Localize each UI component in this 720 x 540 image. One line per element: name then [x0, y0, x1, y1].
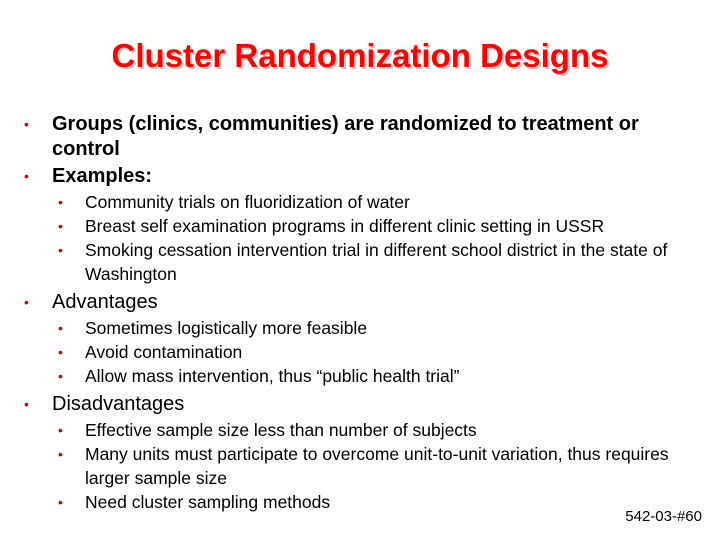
sub-bullet-text: Avoid contamination — [85, 342, 243, 362]
bullet-text: Groups (clinics, communities) are randomized to treatment or control — [52, 113, 639, 160]
sub-bullet-icon: • — [58, 446, 63, 462]
sub-bullet-icon: • — [58, 494, 63, 510]
sub-bullet-text: Breast self examination programs in different clinic setting in USSR — [85, 216, 605, 236]
sub-bullet — [58, 316, 702, 340]
slide-title: Cluster Randomization Designs — [111, 37, 609, 74]
bullet-disadvantages — [22, 392, 702, 417]
sub-bullet — [58, 340, 702, 364]
bullet-examples — [22, 164, 702, 189]
bullet-advantages — [22, 290, 702, 315]
sub-bullet-icon: • — [58, 368, 63, 384]
sub-bullet — [58, 442, 702, 490]
sub-bullet-text: Community trials on fluoridization of water — [85, 192, 410, 212]
bullet-groups — [22, 112, 702, 162]
disadvantages-sublist — [58, 418, 702, 514]
sub-bullet-icon: • — [58, 320, 63, 336]
sub-bullet-text: Sometimes logistically more feasible — [85, 318, 368, 338]
bullet-text: Disadvantages — [52, 393, 185, 415]
sub-bullet-text: Need cluster sampling methods — [85, 492, 331, 512]
sub-bullet — [58, 418, 702, 442]
bullet-text: Examples: — [52, 165, 153, 187]
bullet-text: Advantages — [52, 291, 158, 313]
sub-bullet — [58, 364, 702, 388]
sub-bullet-text: Many units must participate to overcome unit-to-unit variation, thus requires larger sample size — [85, 444, 669, 488]
bullet-icon: • — [24, 294, 29, 310]
sub-bullet-icon: • — [58, 242, 63, 258]
advantages-sublist — [58, 316, 702, 388]
sub-bullet-icon: • — [58, 344, 63, 360]
sub-bullet-icon: • — [58, 218, 63, 234]
sub-bullet-icon: • — [58, 422, 63, 438]
examples-sublist — [58, 190, 702, 286]
sub-bullet-text: Allow mass intervention, thus “public health trial” — [85, 366, 460, 386]
slide-number: 542-03-#60 — [625, 508, 702, 525]
slide-body — [22, 112, 702, 514]
bullet-icon: • — [24, 396, 29, 412]
sub-bullet — [58, 490, 702, 514]
bullet-icon: • — [24, 168, 29, 184]
sub-bullet — [58, 214, 702, 238]
bullet-icon: • — [24, 116, 29, 132]
sub-bullet — [58, 238, 702, 286]
sub-bullet — [58, 190, 702, 214]
sub-bullet-text: Effective sample size less than number of subjects — [85, 420, 477, 440]
sub-bullet-icon: • — [58, 194, 63, 210]
sub-bullet-text: Smoking cessation intervention trial in different school district in the state of Washington — [85, 240, 668, 284]
